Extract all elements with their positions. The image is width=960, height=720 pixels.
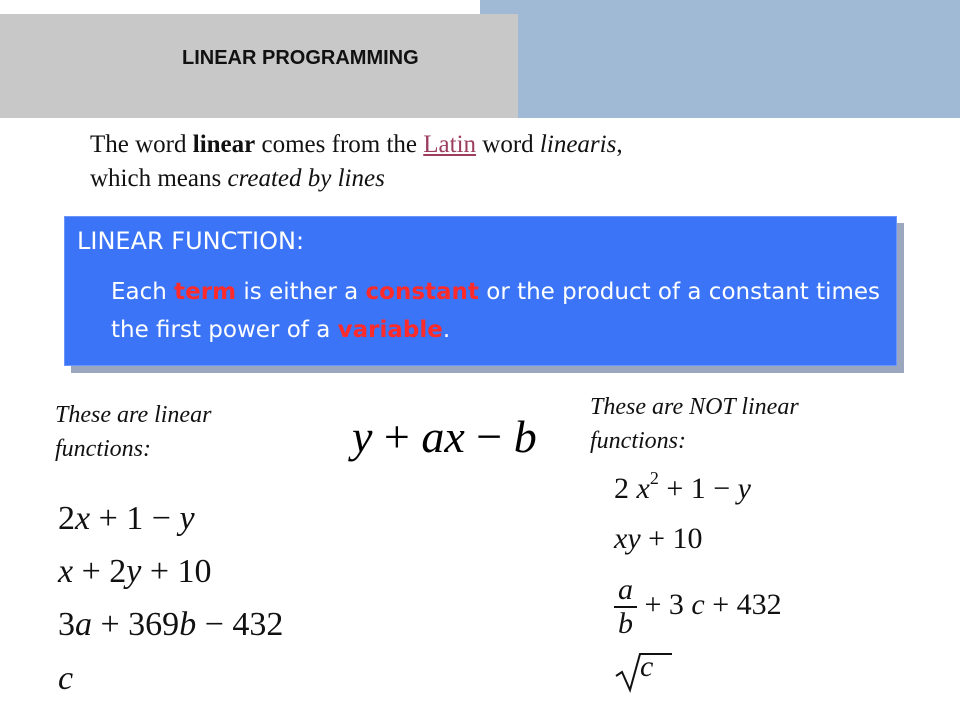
intro-text <box>90 128 623 196</box>
highlight-term: term <box>174 279 237 305</box>
definition-box <box>64 216 897 366</box>
intro-line-2: which means created by lines <box>90 165 385 192</box>
nonlinear-caption: These are NOT linear functions: <box>590 394 799 454</box>
highlight-constant: constant <box>365 279 479 305</box>
definition-body: Each term is either a constant or the product of a constant times the first power of a variable. <box>111 279 881 343</box>
linear-caption: These are linear functions: <box>55 402 212 462</box>
latin-link[interactable]: Latin <box>423 131 477 158</box>
nonlinear-example-4 <box>614 650 653 684</box>
linear-example-2: x + 2y + 10 <box>58 553 212 590</box>
main-equation: y + ax − b <box>352 411 537 462</box>
nonlinear-example-3: $\frac{a}{b}$ + 3 c + 432 <box>614 574 782 640</box>
linear-example-3: 3a + 369b − 432 <box>58 606 284 643</box>
intro-line-1: The word linear comes from the Latin word linearis, <box>90 131 623 158</box>
highlight-variable: variable <box>337 317 443 343</box>
radical-sign-icon <box>614 650 674 694</box>
page-title: LINEAR PROGRAMMING <box>182 47 419 69</box>
term-linear: linear <box>192 131 256 158</box>
definition-title: LINEAR FUNCTION: <box>77 227 305 255</box>
linear-example-1: 2x + 1 − y <box>58 500 195 537</box>
nonlinear-example-2: xy + 10 <box>614 522 703 555</box>
term-linearis: linearis <box>539 131 617 158</box>
fraction: $\frac{a}{b}$ <box>614 574 637 640</box>
linear-example-4: c <box>58 660 74 697</box>
header-accent-bar <box>480 0 960 118</box>
square-root: c <box>614 650 653 684</box>
nonlinear-example-1: 2 $x^2 + 1 - y$ <box>614 468 751 505</box>
